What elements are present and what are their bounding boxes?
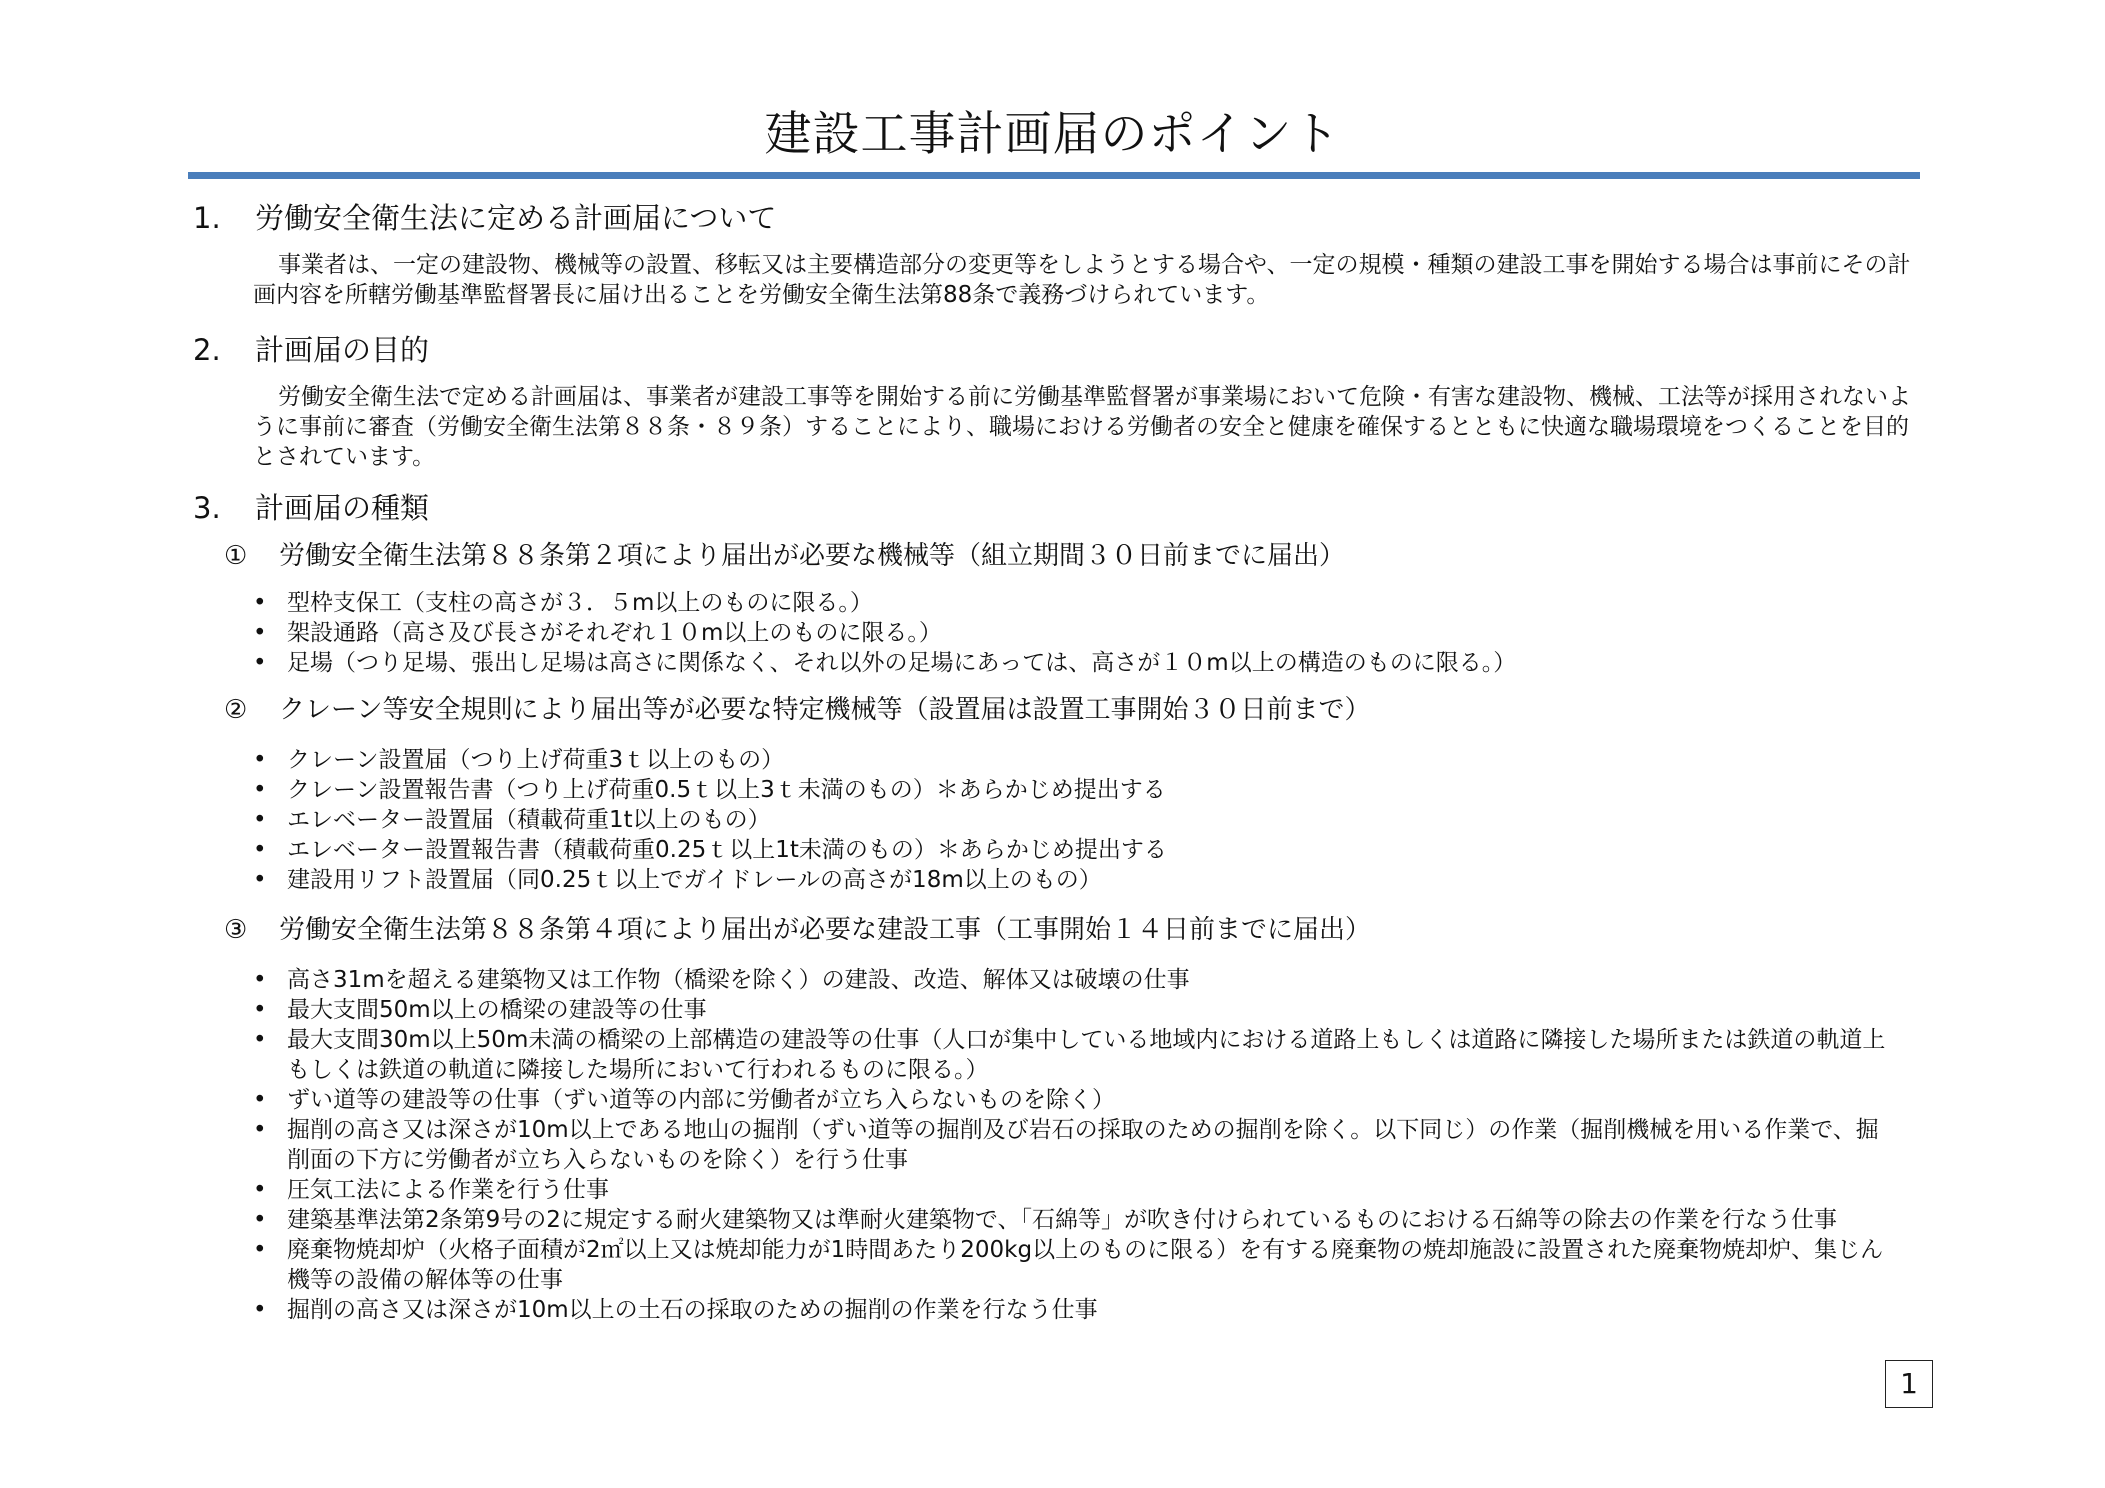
list-item: • 建設用リフト設置届（同0.25ｔ以上でガイドレールの高さが18m以上のもの） [253,867,1102,893]
type-title: 労働安全衛生法第８８条第２項により届出が必要な機械等（組立期間３０日前までに届出） [279,541,1346,571]
bullet-icon: • [253,1087,267,1113]
bullet-icon: • [253,1027,267,1053]
section-body-2: 労働安全衛生法で定める計画届は、事業者が建設工事等を開始する前に労働基準監督署が事業場において危険・有害な建設物、機械、工法等が採用されないように事前に審査（労働安全衛生法第８８条・８９条）することにより、職場における労働者の安全と健康を確保するとともに快適な職場環境をつくることを目的とされています。 [253,384,1911,470]
list-item: • 最大支間50m以上の橋梁の建設等の仕事 [253,997,707,1023]
type-heading-3 [224,914,1371,946]
bullet-icon: • [253,1117,267,1143]
list-item: • 高さ31mを超える建築物又は工作物（橋梁を除く）の建設、改造、解体又は破壊の仕事 [253,967,1190,993]
title-divider [188,172,1920,179]
bullet-icon: • [253,837,267,863]
section-number: 1. [193,201,221,235]
type-marker: ① [224,541,248,571]
section-title: 計画届の目的 [255,333,430,367]
type-heading-2 [224,694,1370,726]
bullet-icon: • [253,807,267,833]
list-item: • 廃棄物焼却炉（火格子面積が2㎡以上又は焼却能力が1時間あたり200kg以上のものに限る）を有する廃棄物の焼却施設に設置された廃棄物焼却炉、集じん機等の設備の解体等の仕事 [253,1237,1884,1293]
list-item: • クレーン設置届（つり上げ荷重3ｔ以上のもの） [253,747,785,773]
bullet-icon: • [253,997,267,1023]
section-title: 労働安全衛生法に定める計画届について [255,201,777,235]
bullet-icon: • [253,747,267,773]
list-item: • 足場（つり足場、張出し足場は高さに関係なく、それ以外の足場にあっては、高さが１０m以上の構造のものに限る。） [253,650,1517,676]
bullet-icon: • [253,1297,267,1323]
list-item: • 掘削の高さ又は深さが10m以上の土石の採取のための掘削の作業を行なう仕事 [253,1297,1098,1323]
list-item: • 掘削の高さ又は深さが10m以上である地山の掘削（ずい道等の掘削及び岩石の採取のための掘削を除く。以下同じ）の作業（掘削機械を用いる作業で、掘削面の下方に労働者が立ち入らないものを除く）を行う仕事 [253,1117,1879,1173]
bullet-icon: • [253,967,267,993]
bullet-icon: • [253,1177,267,1203]
type-title: 労働安全衛生法第８８条第４項により届出が必要な建設工事（工事開始１４日前までに届出） [279,915,1372,945]
bullet-icon: • [253,867,267,893]
bullet-icon: • [253,590,267,616]
list-item: • 架設通路（高さ及び長さがそれぞれ１０m以上のものに限る。） [253,620,942,646]
list-item: • 型枠支保工（支柱の高さが３．５m以上のものに限る。） [253,590,873,616]
bullet-icon: • [253,777,267,803]
list-item: • 建築基準法第2条第9号の2に規定する耐火建築物又は準耐火建築物で、「石綿等」が吹き付けられているものにおける石綿等の除去の作業を行なう仕事 [253,1207,1837,1233]
type-marker: ③ [224,915,248,945]
type-marker: ② [224,695,248,725]
bullet-icon: • [253,620,267,646]
page-number: 1 [1885,1360,1933,1408]
bullet-icon: • [253,650,267,676]
list-item: • エレベーター設置届（積載荷重1t以上のもの） [253,807,771,833]
type-list-1 [253,588,1893,678]
list-item: • エレベーター設置報告書（積載荷重0.25ｔ以上1t未満のもの）＊あらかじめ提出する [253,837,1167,863]
page-title: 建設工事計画届のポイント [764,107,1341,162]
section-body-1: 事業者は、一定の建設物、機械等の設置、移転又は主要構造部分の変更等をしようとする場合や、一定の規模・種類の建設工事を開始する場合は事前にその計画内容を所轄労働基準監督署長に届け出ることを労働安全衛生法第88条で義務づけられています。 [253,252,1911,308]
bullet-icon: • [253,1207,267,1233]
type-list-2 [253,745,1893,895]
list-item: • クレーン設置報告書（つり上げ荷重0.5ｔ以上3ｔ未満のもの）＊あらかじめ提出する [253,777,1166,803]
section-number: 2. [193,333,221,367]
list-item: • 最大支間30m以上50m未満の橋梁の上部構造の建設等の仕事（人口が集中している地域内における道路上もしくは道路に隣接した場所または鉄道の軌道上もしくは鉄道の軌道に隣接した場所において行われるものに限る。） [253,1027,1886,1083]
bullet-icon: • [253,1237,267,1263]
section-title: 計画届の種類 [255,491,430,525]
section-heading-1 [193,200,776,236]
type-list-3 [253,965,1893,1325]
section-heading-3 [193,490,429,526]
list-item: • 圧気工法による作業を行う仕事 [253,1177,609,1203]
type-title: クレーン等安全規則により届出等が必要な特定機械等（設置届は設置工事開始３０日前まで） [279,695,1371,725]
section-number: 3. [193,491,221,525]
section-heading-2 [193,332,429,368]
list-item: • ずい道等の建設等の仕事（ずい道等の内部に労働者が立ち入らないものを除く） [253,1087,1115,1113]
type-heading-1 [224,540,1345,572]
